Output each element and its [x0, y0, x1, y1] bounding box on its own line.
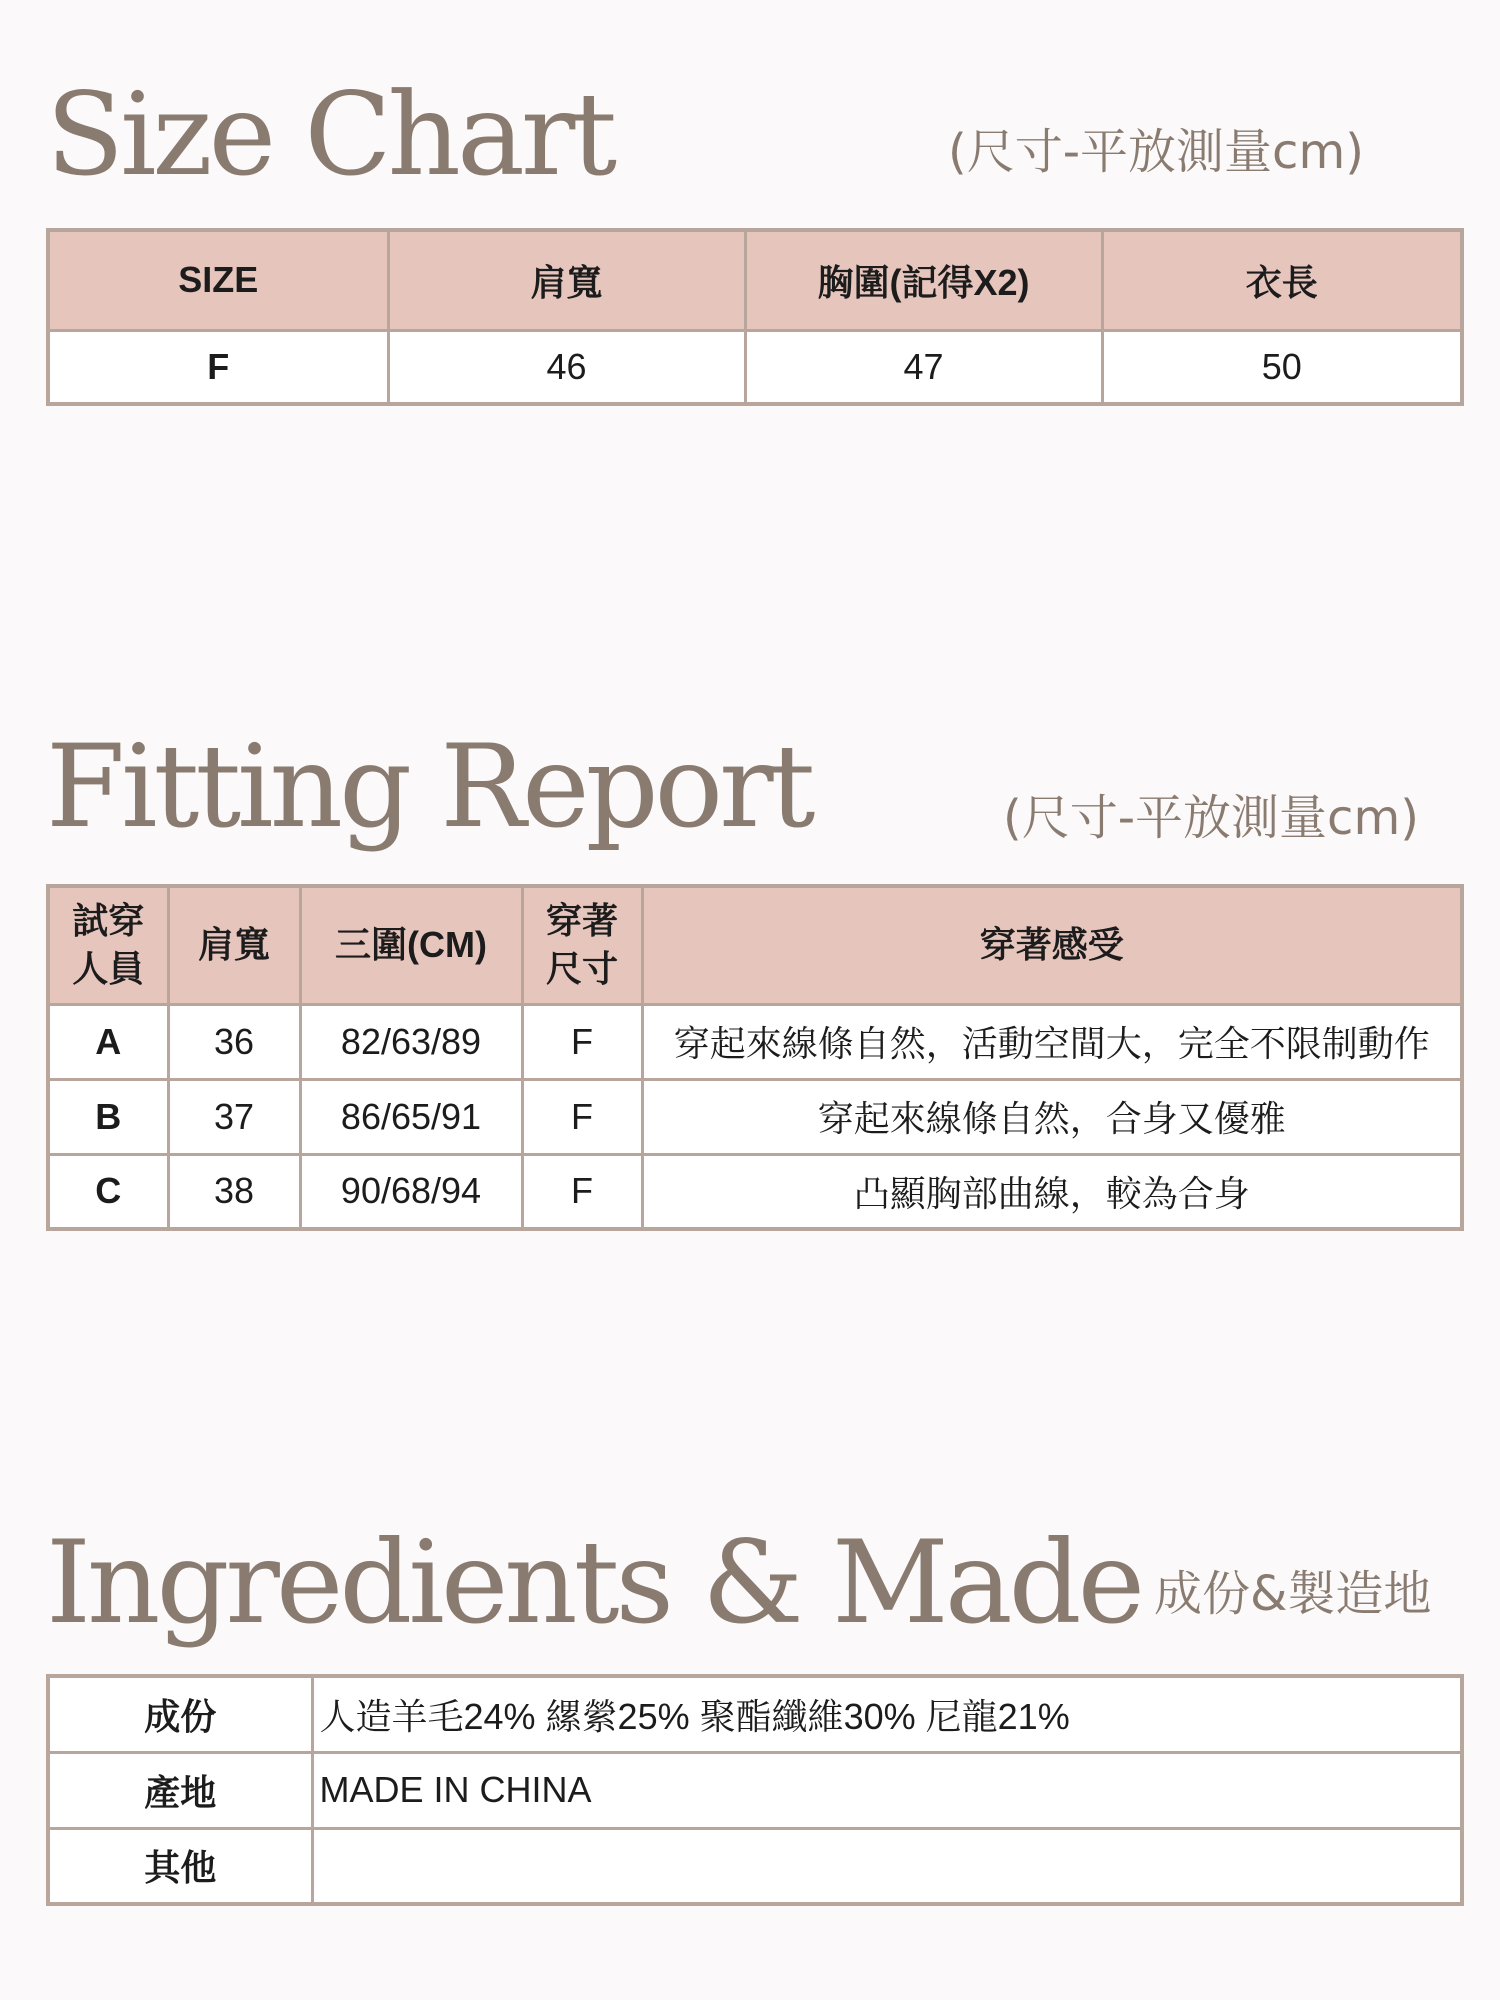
table-row: [48, 1828, 1462, 1904]
ingredients-note: 成份&製造地: [1154, 1566, 1432, 1622]
feedback-cell: 穿起來線條自然，合身又優雅: [642, 1079, 1462, 1154]
length-cell: 50: [1102, 330, 1462, 404]
tester-cell: B: [48, 1079, 168, 1154]
shoulder-cell: 38: [168, 1154, 300, 1229]
size-chart-unit-note: (尺寸-平放測量cm): [948, 124, 1364, 180]
table-row: [48, 1079, 1462, 1154]
table-row: [48, 1004, 1462, 1079]
header-cell-shoulder: 肩寬: [168, 886, 300, 1004]
header-cell-measurements: 三圍(CM): [300, 886, 522, 1004]
size-chart-table: [46, 228, 1464, 406]
shoulder-cell: 36: [168, 1004, 300, 1079]
measurements-cell: 82/63/89: [300, 1004, 522, 1079]
shoulder-cell: 37: [168, 1079, 300, 1154]
ingredients-title: Ingredients & Made: [46, 1516, 1142, 1649]
table-row: [48, 1676, 1462, 1752]
chest-cell: 47: [745, 330, 1102, 404]
worn-size-cell: F: [522, 1004, 642, 1079]
fitting-report-title: Fitting Report: [46, 720, 812, 853]
header-cell-chest: 胸圍(記得X2): [745, 230, 1102, 330]
table-row: [48, 1154, 1462, 1229]
header-cell-worn-size: 穿著 尺寸: [522, 886, 642, 1004]
size-cell: F: [48, 330, 388, 404]
origin-value: MADE IN CHINA: [312, 1752, 1462, 1828]
measurements-cell: 86/65/91: [300, 1079, 522, 1154]
ingredients-table: [46, 1674, 1464, 1906]
header-cell-feedback: 穿著感受: [642, 886, 1462, 1004]
tester-cell: C: [48, 1154, 168, 1229]
composition-value: 人造羊毛24% 縲縈25% 聚酯纖維30% 尼龍21%: [312, 1676, 1462, 1752]
table-row: [48, 330, 1462, 404]
other-label: 其他: [48, 1828, 312, 1904]
feedback-cell: 凸顯胸部曲線，較為合身: [642, 1154, 1462, 1229]
table-header-row: [48, 230, 1462, 330]
composition-label: 成份: [48, 1676, 312, 1752]
shoulder-cell: 46: [388, 330, 745, 404]
header-cell-size: SIZE: [48, 230, 388, 330]
tester-cell: A: [48, 1004, 168, 1079]
measurements-cell: 90/68/94: [300, 1154, 522, 1229]
fitting-report-table: [46, 884, 1464, 1231]
header-cell-length: 衣長: [1102, 230, 1462, 330]
table-row: [48, 1752, 1462, 1828]
other-value: [312, 1828, 1462, 1904]
header-cell-tester: 試穿 人員: [48, 886, 168, 1004]
worn-size-cell: F: [522, 1079, 642, 1154]
feedback-cell: 穿起來線條自然，活動空間大，完全不限制動作: [642, 1004, 1462, 1079]
header-cell-shoulder: 肩寬: [388, 230, 745, 330]
fitting-report-unit-note: (尺寸-平放測量cm): [1003, 790, 1419, 846]
size-chart-title: Size Chart: [46, 68, 614, 201]
origin-label: 產地: [48, 1752, 312, 1828]
worn-size-cell: F: [522, 1154, 642, 1229]
table-header-row: [48, 886, 1462, 1004]
